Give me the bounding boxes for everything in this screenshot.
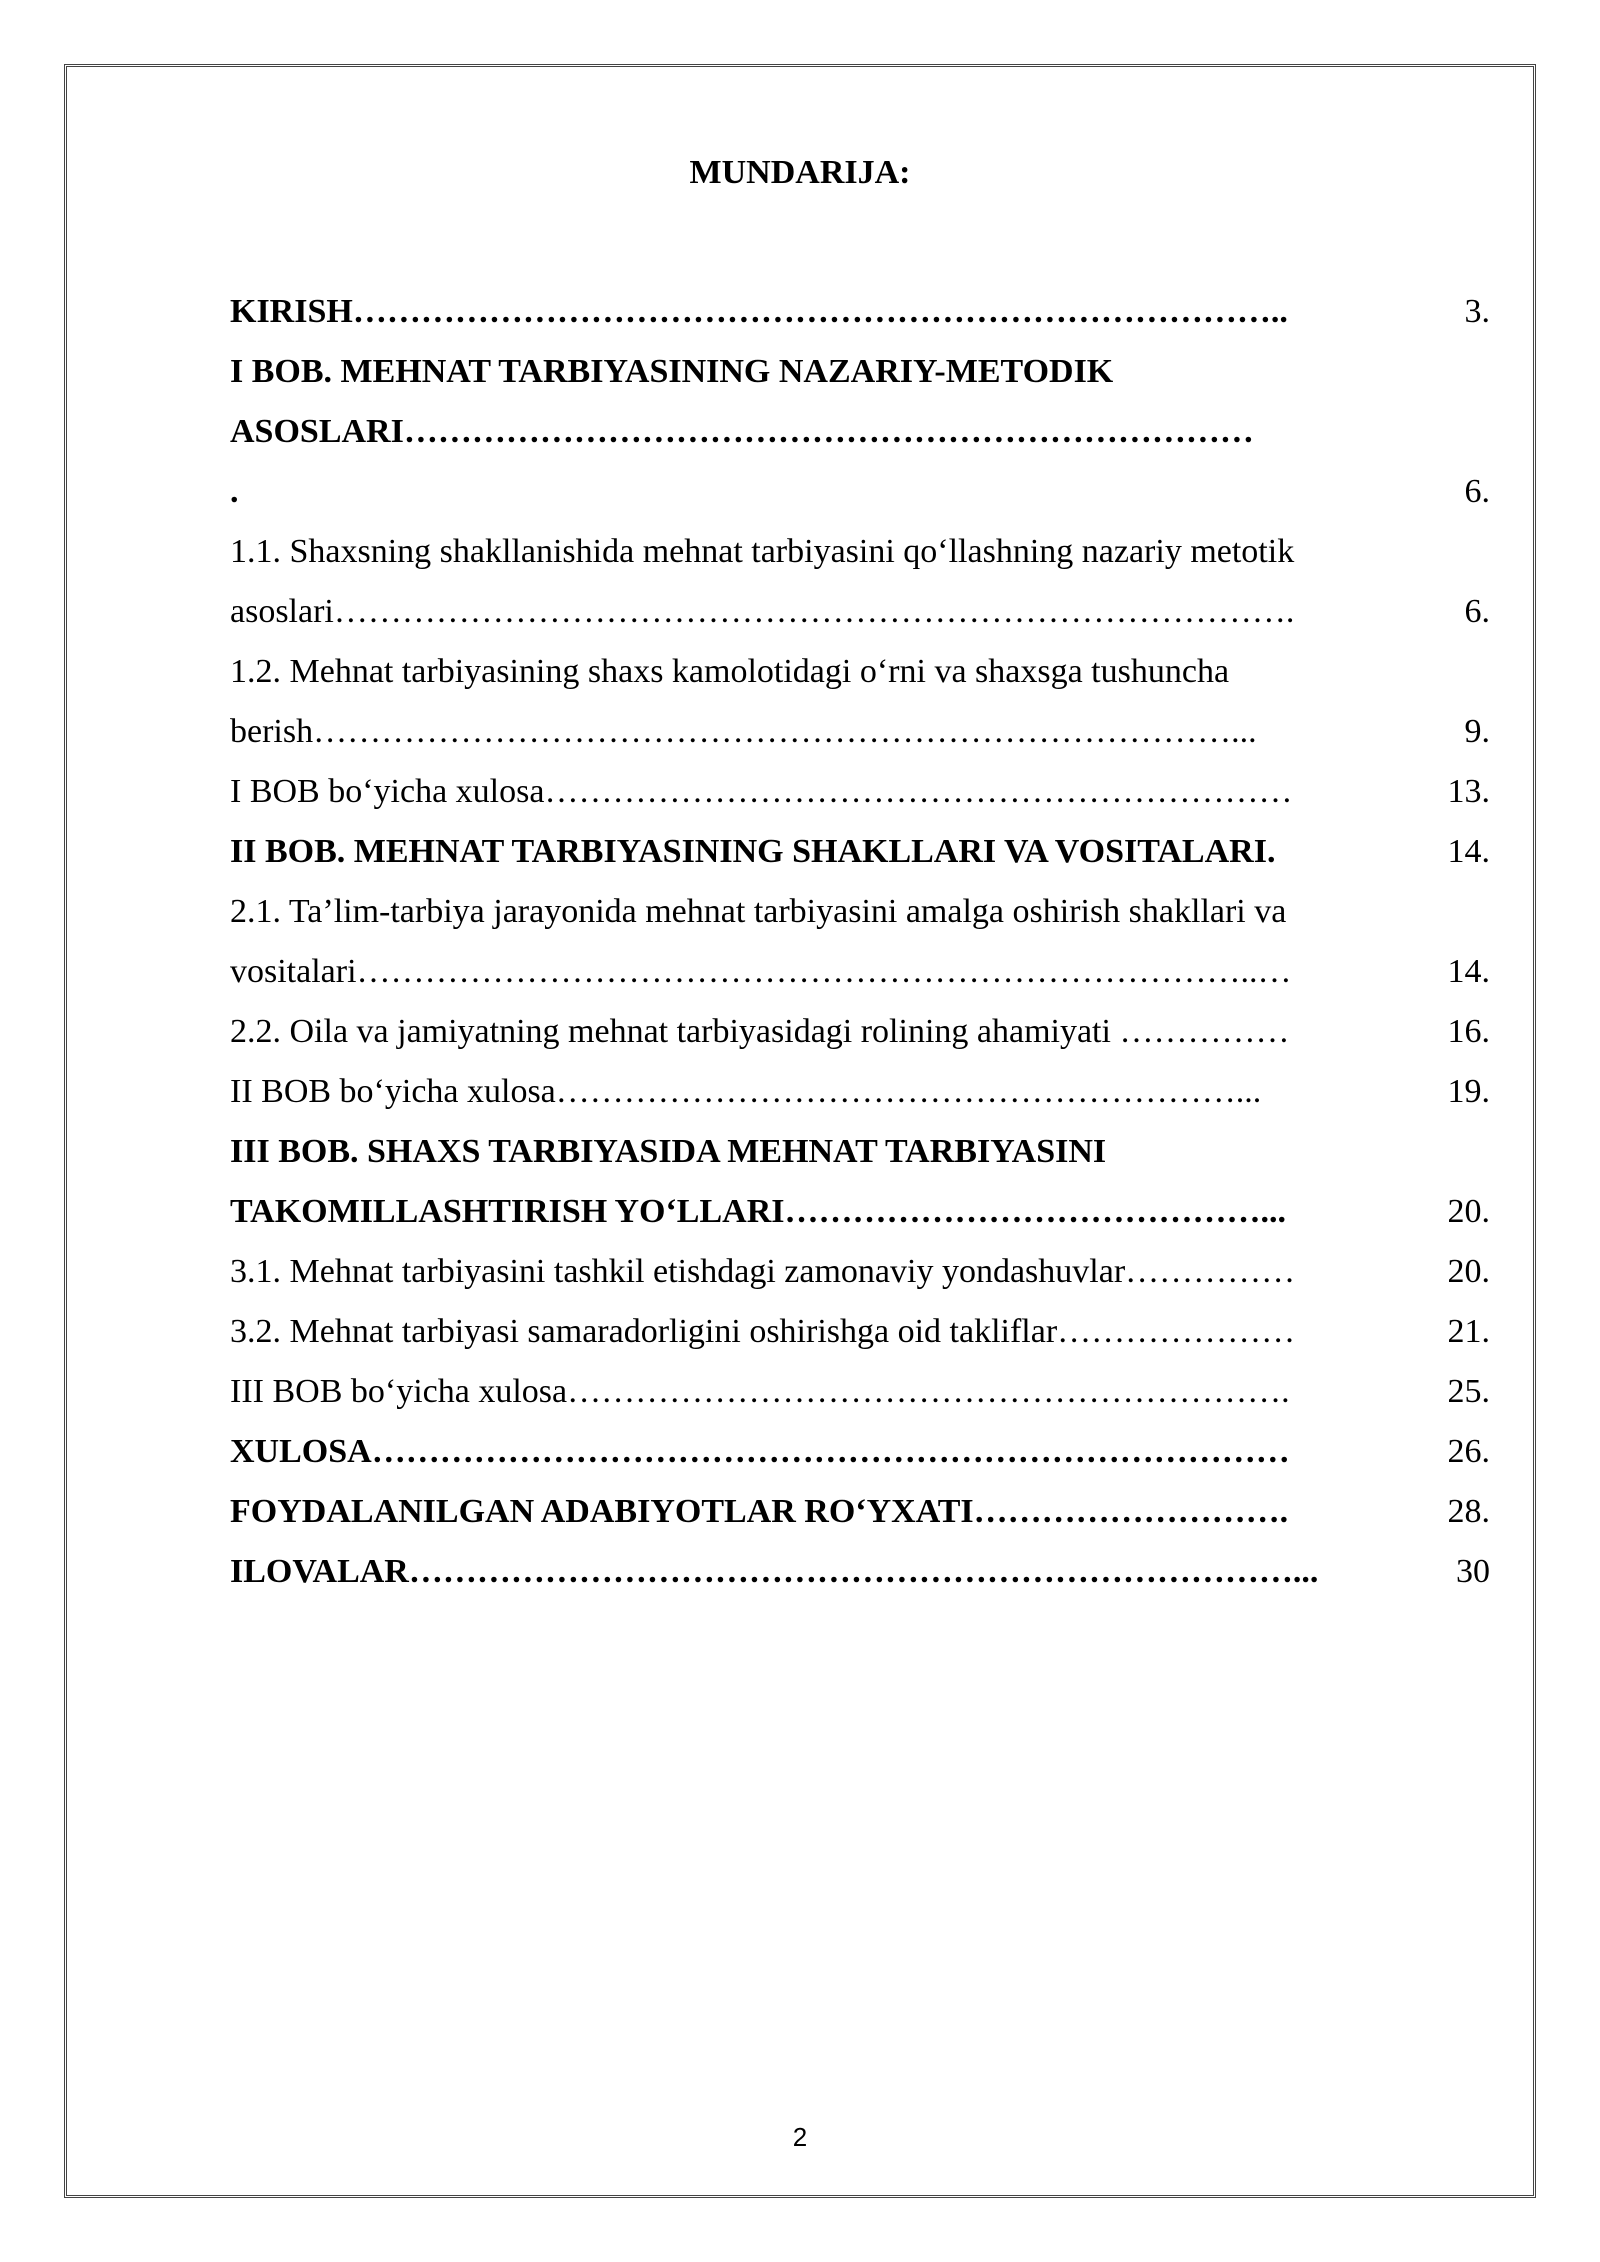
- toc-entry: [230, 282, 1490, 342]
- toc-entry: [230, 342, 1490, 402]
- toc-entry: [230, 1422, 1490, 1482]
- toc-entry-page: 20.: [1447, 1193, 1490, 1230]
- toc-entry-page: 14.: [1447, 833, 1490, 870]
- toc-entry: [230, 1122, 1490, 1182]
- toc-entry-text: 1.1. Shaxsning shakllanishida mehnat tarbiyasini qo‘llashning nazariy metotik: [230, 533, 1295, 570]
- toc-entry: [230, 1062, 1490, 1122]
- toc-entry-page: 30: [1456, 1553, 1490, 1590]
- toc-entry-text: 3.1. Mehnat tarbiyasini tashkil etishdagi zamonaviy yondashuvlar……………: [230, 1253, 1296, 1290]
- toc-entry: [230, 702, 1490, 762]
- toc-entry: [230, 522, 1490, 582]
- toc-entry: [230, 1002, 1490, 1062]
- toc-entry: [230, 642, 1490, 702]
- toc-entry-text: 3.2. Mehnat tarbiyasi samaradorligini oshirishga oid takliflar…………………: [230, 1313, 1296, 1350]
- toc-entry: [230, 1362, 1490, 1422]
- toc-entry-text: TAKOMILLASHTIRISH YO‘LLARI……………………………………...: [230, 1193, 1286, 1230]
- toc-entry-text: II BOB. MEHNAT TARBIYASINING SHAKLLARI VA VOSITALARI.: [230, 833, 1276, 870]
- toc-entry-page: 6.: [1464, 593, 1490, 630]
- toc-entry-text: I BOB. MEHNAT TARBIYASINING NAZARIY-METODIK: [230, 353, 1114, 390]
- table-of-contents: [230, 282, 1490, 1602]
- toc-entry: [230, 1182, 1490, 1242]
- toc-entry-text: FOYDALANILGAN ADABIYOTLAR RO‘YXATI……………………….: [230, 1493, 1289, 1530]
- toc-entry-page: 25.: [1447, 1373, 1490, 1410]
- toc-entry: [230, 582, 1490, 642]
- toc-entry-page: 6.: [1464, 473, 1490, 510]
- toc-entry: [230, 1242, 1490, 1302]
- toc-entry: [230, 462, 1490, 522]
- toc-entry-text: asoslari………………………………………………………………………….: [230, 593, 1295, 630]
- toc-entry-text: KIRISH………………………………………………………………………..: [230, 293, 1288, 330]
- toc-entry-text: 2.2. Oila va jamiyatning mehnat tarbiyasidagi rolining ahamiyati ……………: [230, 1013, 1290, 1050]
- toc-entry-text: XULOSA………………………………………………………………………: [230, 1433, 1290, 1470]
- toc-entry: [230, 762, 1490, 822]
- toc-entry-page: 28.: [1447, 1493, 1490, 1530]
- toc-entry-text: vositalari……………………………………………………………………..…: [230, 953, 1292, 990]
- toc-entry-text: II BOB bo‘yicha xulosa……………………………………………………...: [230, 1073, 1262, 1110]
- toc-entry-page: 20.: [1447, 1253, 1490, 1290]
- toc-entry-text: ILOVALAR……………………………………………………………………...: [230, 1553, 1319, 1590]
- page-title: MUNDARIJA:: [689, 154, 911, 191]
- toc-entry: [230, 882, 1490, 942]
- toc-entry-text: III BOB. SHAXS TARBIYASIDA MEHNAT TARBIYASINI: [230, 1133, 1107, 1170]
- toc-entry: [230, 822, 1490, 882]
- toc-entry-page: 9.: [1464, 713, 1490, 750]
- toc-entry-text: .: [230, 473, 239, 510]
- toc-entry-page: 19.: [1447, 1073, 1490, 1110]
- toc-entry-text: berish………………………………………………………………………...: [230, 713, 1257, 750]
- toc-entry: [230, 402, 1490, 462]
- toc-entry-text: ASOSLARI…………………………………………………………………: [230, 413, 1254, 450]
- toc-entry-text: I BOB bo‘yicha xulosa…………………………………………………………: [230, 773, 1293, 810]
- toc-entry-text: 2.1. Ta’lim-tarbiya jarayonida mehnat tarbiyasini amalga oshirish shakllari va: [230, 893, 1287, 930]
- toc-entry-text: 1.2. Mehnat tarbiyasining shaxs kamolotidagi o‘rni va shaxsga tushuncha: [230, 653, 1230, 690]
- toc-entry-page: 14.: [1447, 953, 1490, 990]
- toc-entry: [230, 1302, 1490, 1362]
- toc-entry-page: 3.: [1464, 293, 1490, 330]
- toc-entry-page: 26.: [1447, 1433, 1490, 1470]
- toc-entry-page: 16.: [1447, 1013, 1490, 1050]
- toc-entry-text: III BOB bo‘yicha xulosa……………………………………………………….: [230, 1373, 1290, 1410]
- toc-entry-page: 21.: [1447, 1313, 1490, 1350]
- page-number: 2: [792, 2122, 808, 2152]
- toc-entry: [230, 1542, 1490, 1602]
- toc-entry-page: 13.: [1447, 773, 1490, 810]
- toc-entry: [230, 942, 1490, 1002]
- toc-entry: [230, 1482, 1490, 1542]
